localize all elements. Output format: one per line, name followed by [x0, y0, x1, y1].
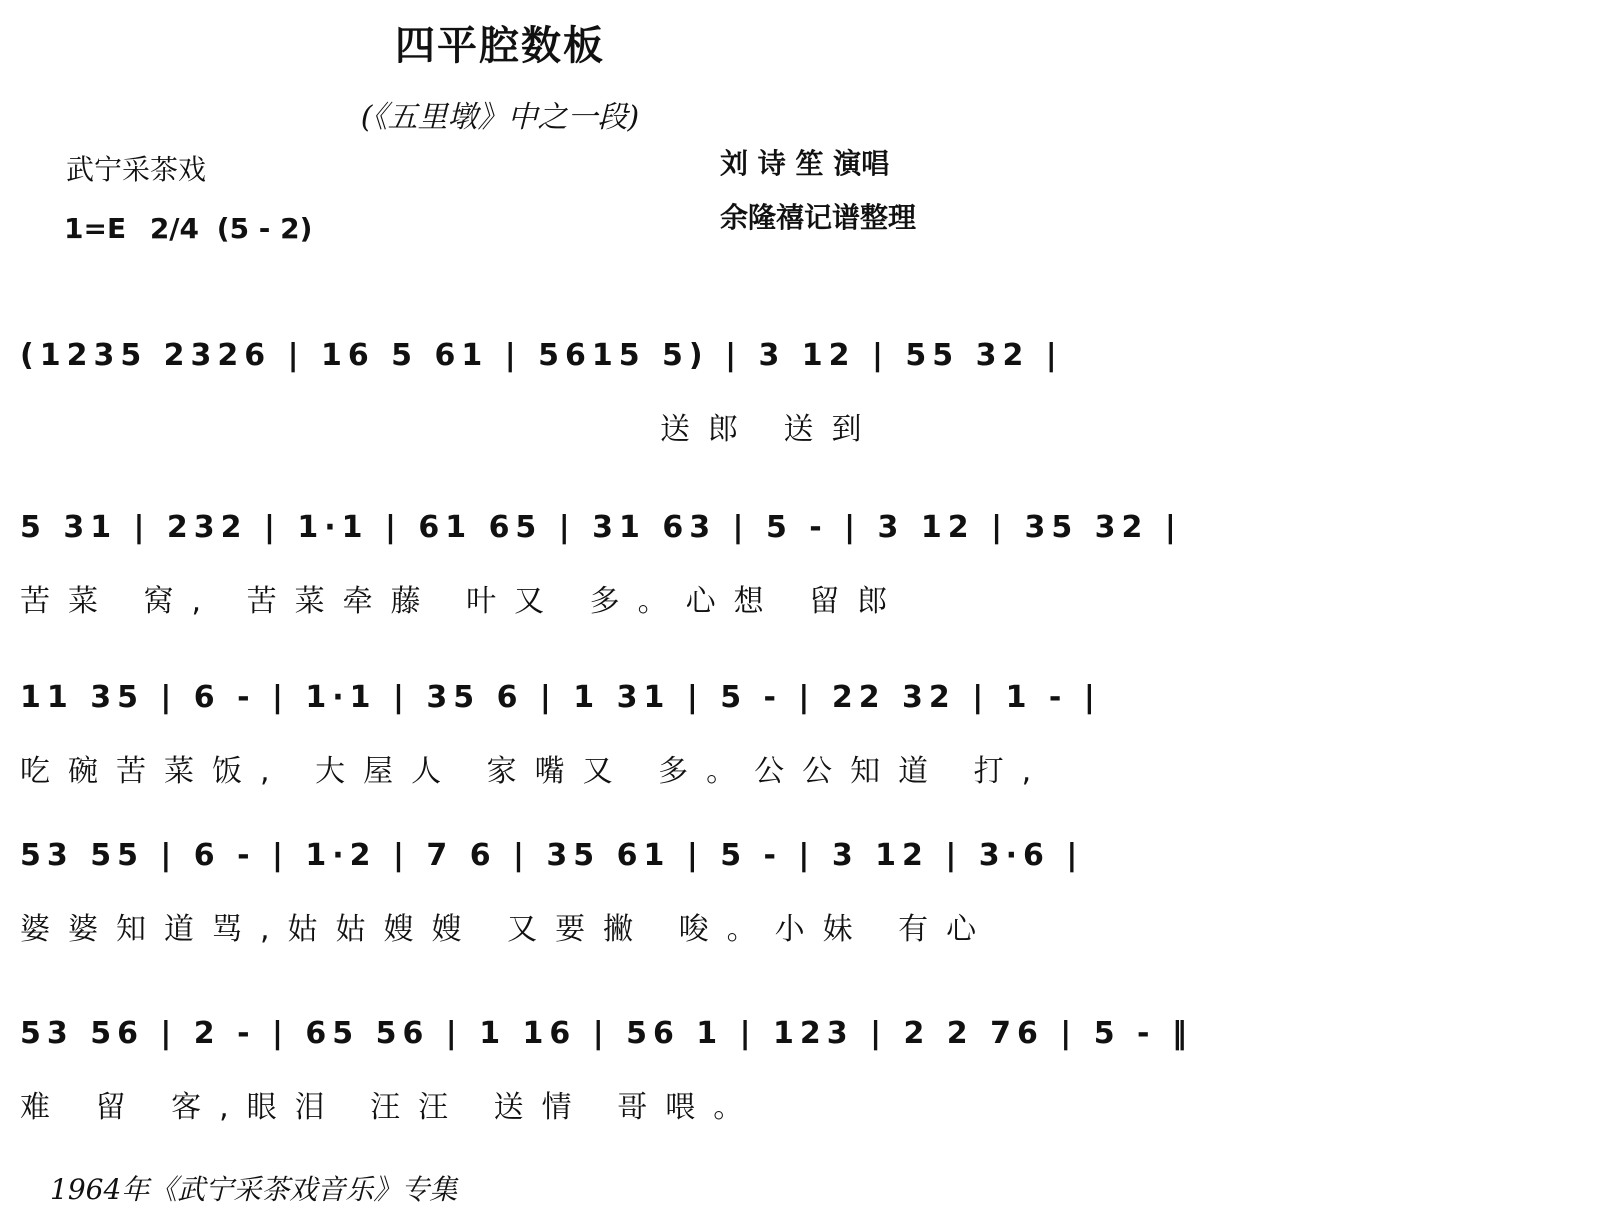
page-title: 四平腔数板	[395, 23, 605, 69]
lyrics-row: 难 留 客,眼泪 汪汪 送情 哥喂。	[20, 1090, 762, 1125]
key-signature: 1=E	[64, 212, 127, 245]
source-footer: 1964年《武宁采茶戏音乐》专集	[50, 1173, 458, 1206]
intro-notes: (5 - 2)	[216, 212, 313, 245]
key-signature-row	[64, 212, 312, 245]
lyrics-row: 吃碗苦菜饭, 大屋人 家嘴又 多。公公知道 打,	[20, 754, 1050, 789]
lyrics-row: 苦菜 窝, 苦菜牵藤 叶又 多。心想 留郎	[20, 584, 906, 619]
notes-row: 5 31 | 232 | 1·1 | 61 65 | 31 63 | 5 - | 3 12 | 35 32 |	[20, 510, 1182, 545]
lyrics-row: 送郎 送到	[660, 412, 880, 447]
score-line-1	[20, 338, 1063, 447]
transcriber-credit: 余隆禧记谱整理	[720, 201, 917, 234]
score-line-5	[20, 1016, 1193, 1125]
performer-credit: 刘 诗 笙 演唱	[720, 147, 890, 180]
genre-label: 武宁采茶戏	[66, 153, 207, 186]
lyrics-row: 婆婆知道骂,姑姑嫂嫂 又要撇 唆。小妹 有心	[20, 912, 995, 947]
page-subtitle: (《五里墩》中之一段)	[360, 100, 640, 135]
score-line-2	[20, 510, 1182, 619]
score-line-4	[20, 838, 1084, 947]
notes-row: (1235 2326 | 16 5 61 | 5615 5) | 3 12 | 55 32 |	[20, 338, 1063, 373]
notes-row: 11 35 | 6 - | 1·1 | 35 6 | 1 31 | 5 - | 22 32 | 1 - |	[20, 680, 1101, 715]
score-line-3	[20, 680, 1101, 789]
notes-row: 53 56 | 2 - | 65 56 | 1 16 | 56 1 | 123 | 2 2 76 | 5 - ‖	[20, 1016, 1193, 1051]
time-signature: 2/4	[149, 212, 200, 245]
notes-row: 53 55 | 6 - | 1·2 | 7 6 | 35 61 | 5 - | 3 12 | 3·6 |	[20, 838, 1084, 873]
